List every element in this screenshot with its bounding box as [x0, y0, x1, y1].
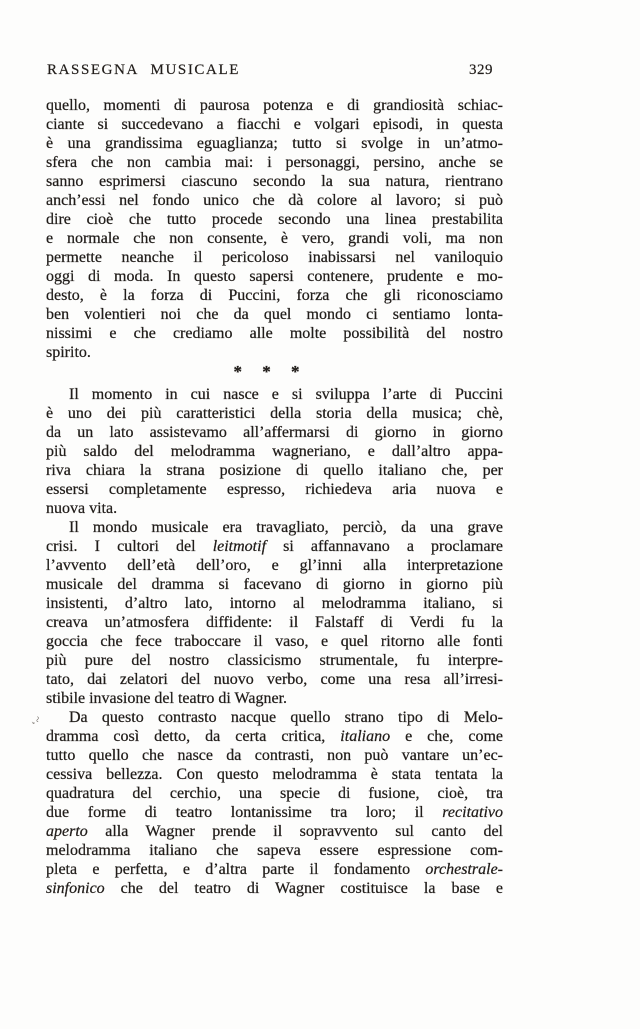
text-run: nissimi e che crediamo alle molte possibilità del nostro: [46, 325, 503, 342]
text-line: [46, 267, 503, 286]
text-run: è uno dei più caratteristici della storia della musica; chè,: [46, 405, 503, 422]
text-run: riva chiara la strana posizione di quello italiano che, per: [46, 462, 503, 479]
text-line: [46, 689, 503, 708]
paragraph: [46, 518, 503, 708]
text-line: [46, 594, 503, 613]
text-line: [46, 575, 503, 594]
italic-text-run: italiano: [340, 728, 391, 745]
text-line: [46, 784, 503, 803]
text-run: nuova vita.: [46, 500, 118, 517]
text-run: più saldo del melodramma wagneriano, e dall’altro appa-: [46, 443, 503, 460]
text-line: [46, 385, 503, 404]
text-run: da un lato assistevamo all’affermarsi di giorno in giorno: [46, 424, 503, 441]
paragraph: [46, 96, 503, 362]
text-line: [46, 803, 503, 822]
section-separator: * * *: [233, 362, 308, 381]
text-run: dramma così detto, da certa critica,: [46, 728, 341, 745]
text-line: [46, 537, 503, 556]
text-line: [46, 746, 503, 765]
italic-text-run: aperto: [46, 823, 88, 840]
text-run: sfera che non cambia mai: i personaggi, persino, anche se: [46, 154, 503, 171]
text-line: [46, 670, 503, 689]
text-run: quadratura del cerchio, una specie di fusione, cioè, tra: [46, 785, 503, 802]
text-run: l’avvento dell’età dell’oro, e gl’inni alla interpretazione: [46, 557, 503, 574]
text-run: tutto quello che nasce da contrasti, non può vantare un’ec-: [46, 747, 503, 764]
running-header: [47, 62, 493, 79]
text-run: e normale che non consente, è vero, grandi voli, ma non: [46, 230, 503, 247]
text-run: permette neanche il pericoloso inabissarsi nel vaniloquio: [46, 249, 503, 266]
journal-title: RASSEGNA MUSICALE: [47, 62, 240, 78]
text-run: che del teatro di Wagner costituisce la base e: [104, 880, 503, 897]
text-run: è una grandissima eguaglianza; tutto si svolge in un’atmo-: [46, 135, 503, 152]
text-line: [46, 556, 503, 575]
text-run: più pure del nostro classicismo strumentale, fu interpre-: [46, 652, 503, 669]
text-line: [46, 632, 503, 651]
text-line: [46, 727, 503, 746]
text-line: [46, 765, 503, 784]
page-body: [30, 96, 504, 898]
text-run: Il momento in cui nasce e si sviluppa l’arte di Puccini: [69, 386, 503, 403]
text-line: [46, 499, 503, 518]
text-run: goccia che fece traboccare il vaso, e quel ritorno alle fonti: [46, 633, 503, 650]
text-run: quello, momenti di paurosa potenza e di grandiosità schiac-: [46, 97, 503, 114]
text-line: [46, 115, 503, 134]
italic-text-run: leitmotif: [212, 538, 267, 555]
print-artifact: ~,: [30, 715, 44, 726]
text-run: musicale del dramma si facevano di giorno in giorno più: [46, 576, 503, 593]
text-line: [46, 442, 503, 461]
text-run: tato, dai zelatori del nuovo verbo, come una resa all’irresi-: [46, 671, 503, 688]
text-line: [46, 518, 503, 537]
text-line: [46, 404, 503, 423]
text-line: [46, 708, 503, 727]
text-run: pleta e perfetta, e d’altra parte il fondamento: [46, 861, 426, 878]
text-run: Il mondo musicale era travagliato, perciò, da una grave: [69, 519, 503, 536]
text-run: desto, è la forza di Puccini, forza che gli riconosciamo: [46, 287, 503, 304]
paragraph: [46, 385, 503, 518]
text-line: [46, 841, 503, 860]
text-line: [46, 191, 503, 210]
text-run: crisi. I cultori del: [46, 538, 213, 555]
text-run: anch’essi nel fondo unico che dà colore al lavoro; si può: [46, 192, 503, 209]
text-run: si affannavano a proclamare: [266, 538, 504, 555]
italic-text-run: sinfonico: [46, 880, 105, 897]
text-run: due forme di teatro lontanissime tra loro; il: [46, 804, 443, 821]
text-run: ben volentieri noi che da quel mondo ci sentiamo lonta-: [46, 306, 503, 323]
text-run: sanno esprimersi ciascuno secondo la sua natura, rientrano: [46, 173, 503, 190]
text-line: [46, 423, 503, 442]
italic-text-run: recitativo: [442, 804, 503, 821]
text-line: [46, 229, 503, 248]
text-run: melodramma italiano che sapeva essere espressione com-: [46, 842, 503, 859]
text-run: e che, come: [390, 728, 504, 745]
text-run: spirito.: [46, 344, 91, 361]
text-line: [46, 480, 503, 499]
text-run: cessiva bellezza. Con questo melodramma è stata tentata la: [46, 766, 503, 783]
text-line: [46, 210, 503, 229]
text-line: [46, 461, 503, 480]
text-line: [46, 879, 503, 898]
text-line: [46, 134, 503, 153]
text-line: [46, 860, 503, 879]
text-run: insistenti, d’altro lato, intorno al melodramma italiano, si: [46, 595, 503, 612]
text-line: [46, 172, 503, 191]
text-line: [46, 153, 503, 172]
text-line: [46, 343, 503, 362]
text-line: [46, 324, 503, 343]
text-line: [46, 305, 503, 324]
text-run: creava un’atmosfera diffidente: il Falstaff di Verdi fu la: [46, 614, 503, 631]
text-run: stibile invasione del teatro di Wagner.: [46, 690, 288, 707]
page-number: 329: [469, 62, 493, 78]
text-line: [46, 822, 503, 841]
text-run: dire cioè che tutto procede secondo una linea prestabilita: [46, 211, 503, 228]
text-line: [46, 651, 503, 670]
text-line: [46, 286, 503, 305]
text-run: ciante si succedevano a fiacchi e volgari episodi, in questa: [46, 116, 503, 133]
text-run: alla Wagner prende il sopravvento sul canto del: [87, 823, 503, 840]
italic-text-run: orchestrale-: [425, 861, 503, 878]
text-run: Da questo contrasto nacque quello strano tipo di Melo-: [69, 709, 503, 726]
text-run: essersi completamente espresso, richiedeva aria nuova e: [46, 481, 503, 498]
text-line: [46, 96, 503, 115]
text-line: [46, 613, 503, 632]
text-line: [46, 248, 503, 267]
paragraph: [46, 708, 503, 898]
text-run: oggi di moda. In questo sapersi contenere, prudente e mo-: [46, 268, 503, 285]
